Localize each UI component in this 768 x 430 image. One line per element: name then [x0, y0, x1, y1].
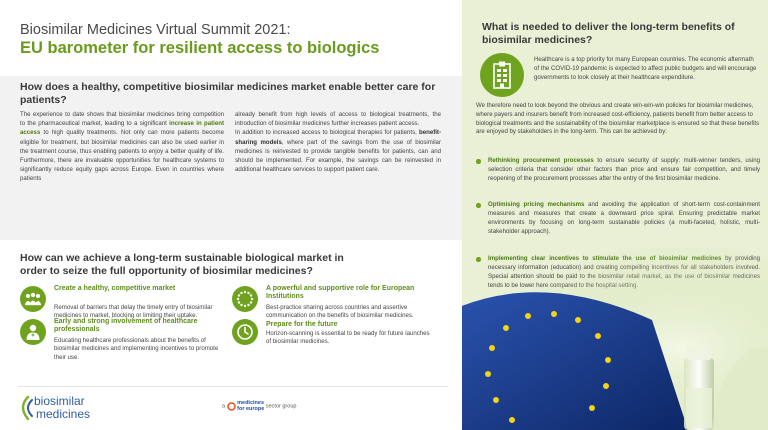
bullet-body: and avoiding the application of short-term cost-containment measures and measures that create a downward price spiral. Ensuring predictable market environments by focusing on long-term sustainable policies (a multi-faceted, holistic, multi-stakeholder approach).: [488, 201, 760, 235]
mfe-mark-icon: [227, 402, 236, 411]
doctor-icon: [20, 319, 46, 345]
col1-highlight: increase in patient access: [20, 120, 224, 137]
patient-care-column-2: [235, 110, 441, 174]
item-title: Create a healthy, competitive market: [54, 285, 176, 292]
right-paragraph: We therefore need to look beyond the obvious and create win-win-win policies for biosimilar medicines, where payers and insurers benefit from increased cost-efficiency, patients benefit from better access to biological treatments and the sustainability of the biosimilar marketplace is ensured so that these benefits are enjoyed by stakeholders in the long-term. This can be achieved by:: [476, 102, 760, 136]
item-text: Best-practice sharing across countries and assertive communication on the benefits of biosimilar medicines.: [266, 304, 414, 320]
item-title: Early and strong involvement of healthcare professionals: [54, 318, 198, 334]
bullet-text: [488, 201, 760, 237]
medicines-for-europe-logo: [222, 400, 296, 412]
sustainable-market-heading: How can we achieve a long-term sustainable biological market in order to seize the full opportunity of biosimilar medicines?: [20, 252, 344, 277]
patient-care-heading: How does a healthy, competitive biosimilar medicines market enable better care for patients?: [20, 81, 436, 106]
right-intro-text: Healthcare is a top priority for many European countries. The economic aftermath of the COVID-19 pandemic is expected to affect public budgets and will encourage governments to look closely at their healthcare expenditure.: [534, 56, 757, 81]
item-title: Prepare for the future: [266, 321, 338, 328]
col2-paragraph-2: [235, 128, 441, 174]
hospital-building-icon: [480, 53, 524, 97]
item-text: Educating healthcare professionals about the benefits of biosimilar medicines and implementing incentives to promote their use.: [54, 337, 219, 361]
eu-stars-icon: [232, 286, 258, 312]
partner-suffix: sector group: [265, 403, 297, 410]
partner-prefix: a: [222, 403, 226, 410]
item-text: Removal of barriers that delay the timely entry of biosimilar medicines to market, blocking or limiting their uptake.: [54, 304, 213, 320]
partner-line-2: for europe: [237, 406, 265, 412]
clock-icon: [232, 319, 258, 345]
col2-highlight: benefit-sharing models: [235, 129, 441, 146]
bullet-bold: Rethinking procurement processes: [488, 157, 594, 164]
bullet-bold: Optimising pricing mechanisms: [488, 201, 585, 208]
col1-text-a: The experience to date shows that biosimilar medicines bring competition to the pharmaceutical market, leading to a significant: [20, 111, 224, 128]
col2-text-a: In addition to increased access to biological therapies for patients,: [235, 129, 417, 137]
logo-line-2: medicines: [36, 407, 91, 421]
summit-subtitle: EU barometer for resilient access to biologics: [20, 39, 380, 57]
footer-divider: [18, 386, 448, 387]
right-column: [462, 0, 768, 430]
col2-text-b: , where part of the savings from the use of biosimilar medicines is reinvested to provide tangible benefits for patients, can and should be implemented. For example, the savings can be reinvested in additional healthcare services to support patient care.: [235, 138, 441, 174]
logo-line-1: biosimilar: [34, 394, 85, 408]
bullet-text: [488, 157, 760, 184]
col1-text-b: to high quality treatments. Not only can more patients become eligible for treatment, but biosimilar medicines can also be used earlier in the treatment course, thus enabling patients to enjoy a better quality of life. Furthermore, there are invaluable opportunities for healthcare systems to significantly reduce equity gaps across Europe. Even in countries where patients: [20, 129, 224, 183]
summit-title: Biosimilar Medicines Virtual Summit 2021:: [20, 22, 291, 38]
partner-line-1: medicines: [237, 400, 265, 406]
patient-care-column-1: [20, 110, 224, 184]
eu-flag-vial-photo: [462, 248, 768, 430]
bullet-dot-icon: [476, 159, 481, 164]
item-title: A powerful and supportive role for European Institutions: [266, 285, 415, 301]
bullet-dot-icon: [476, 203, 481, 208]
item-text: Horizon-scanning is essential to be ready for future launches of biosimilar medicines.: [266, 330, 430, 346]
bullet-body: to ensure security of supply: multi-winner tenders, using selection criteria that consider other factors than price and ensure fair competition, and timely reopening of the procurement processes after the entry of the first biosimilar medicine.: [488, 157, 760, 182]
biosimilar-medicines-logo: [20, 393, 120, 425]
long-term-benefits-heading: What is needed to deliver the long-term benefits of biosimilar medicines?: [482, 21, 735, 46]
people-group-icon: [20, 286, 46, 312]
patient-care-section: [0, 76, 462, 240]
col2-paragraph-1: already benefit from high levels of access to biological treatments, the introduction of biosimilar medicines further increases patient access.: [235, 111, 441, 128]
